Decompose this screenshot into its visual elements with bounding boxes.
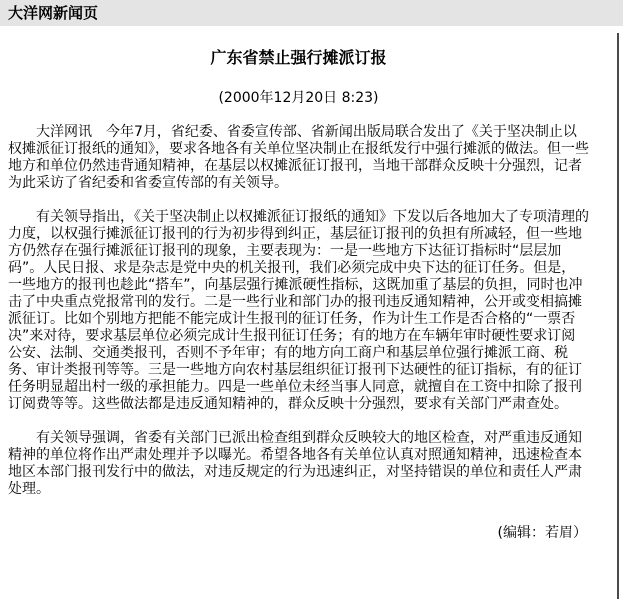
article-body — [0, 45, 623, 542]
site-header-label: 大洋网新闻页 — [8, 4, 99, 22]
article-paragraph-3: 有关领导强调，省委有关部门已派出检查组到群众反映较大的地区检查，对严重违反通知精神的单位将作出严肃处理并予以曝光。希望各地各有关单位认真对照通知精神，迅速检查本地区本部门报刊发行中的做法，对违反规定的行为迅速纠正，对坚持错误的单位和责任人严肃处理。 — [8, 430, 582, 497]
article-paragraph-2: 有关领导指出，《关于坚决制止以权摊派征订报纸的通知》下发以后各地加大了专项清理的力度，以权强行摊派征订报刊的行为初步得到纠正，基层征订报刊的负担有所减轻，但一些地方仍然存在强行摊派征订报刊的现象，主要表现为：一是一些地方下达征订指标时“层层加码”。人民日报、求是杂志是党中央的机关报刊，我们必须完成中央下达的征订任务。但是，一些地方的报刊也趁此“搭车”，向基层强行摊派硬性指标，这既加重了基层的负担，同时也冲击了中央重点党报常刊的发行。二是一些行业和部门办的报刊违反通知精神，公开或变相搞摊派征订。比如个别地方把能不能完成计生报刊的征订任务，作为计生工作是否合格的“一票否决”来对待，要求基层单位必须完成计生报刊征订任务；有的地方在车辆年审时硬性要求订阅公安、法制、交通类报刊，否则不予年审；有的地方向工商户和基层单位强行摊派工商、税务、审计类报刊等等。三是一些地方向农村基层组织征订报刊下达硬性的征订指标，有的征订任务明显超出村一级的承担能力。四是一些单位未经当事人同意，就擅自在工资中扣除了报刊订阅费等等。这些做法都是违反通知精神的，群众反映十分强烈，要求有关部门严肃查处。 — [8, 209, 589, 412]
article-paragraph-1: 大洋网讯 今年7月，省纪委、省委宣传部、省新闻出版局联合发出了《关于坚决制止以权摊派征订报纸的通知》，要求各地各有关单位坚决制止在报纸发行中强行摊派的做法。但一些地方和单位仍然违背通知精神，在基层以权摊派征订报刊，当地干部群众反映十分强烈，记者为此采访了省纪委和省委宣传部的有关领导。 — [8, 124, 589, 191]
editor-credit: (编辑：若眉） — [497, 525, 587, 541]
article-date: (2000年12月20日 8:23) — [218, 90, 379, 106]
right-frame-border — [617, 33, 619, 599]
site-header-bar — [0, 0, 623, 26]
article-title: 广东省禁止强行摊派订报 — [210, 48, 387, 67]
